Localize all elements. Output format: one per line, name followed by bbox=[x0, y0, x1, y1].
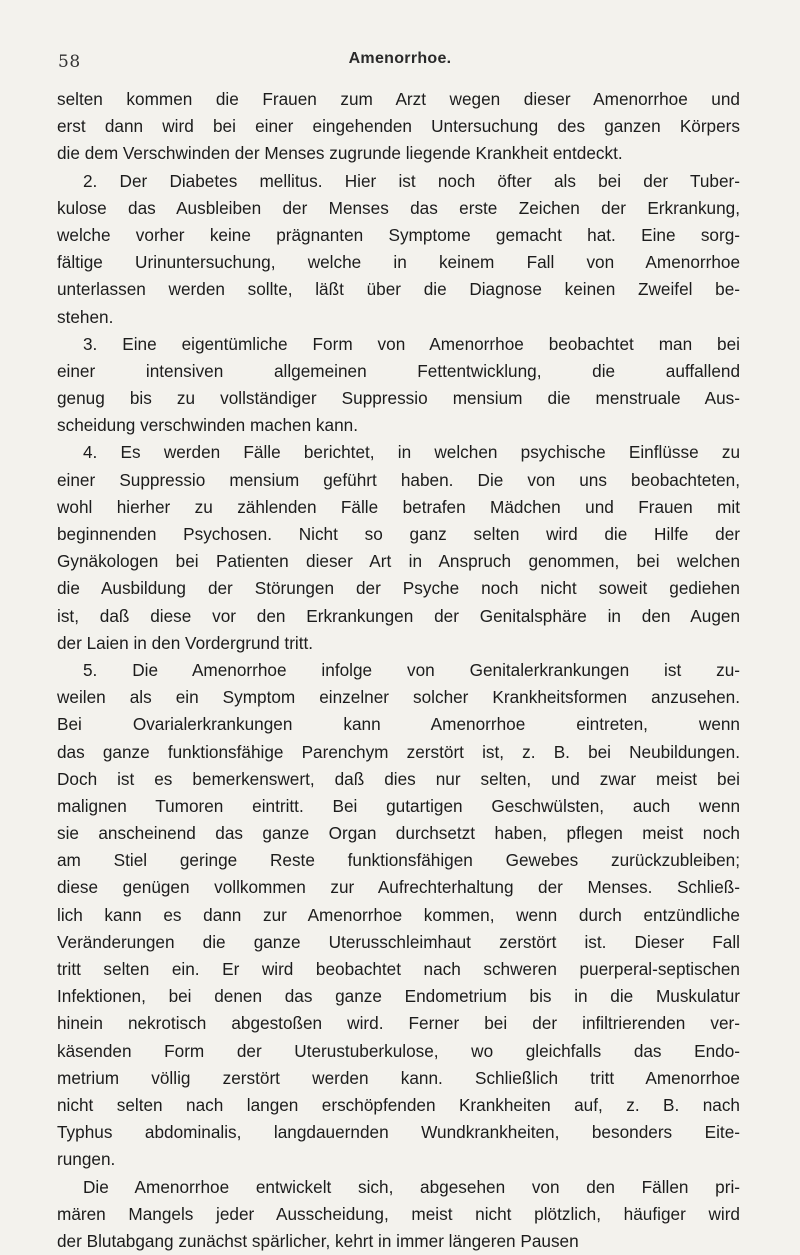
text-line: einer intensiven allgemeinen Fettentwicklung, die auffallend bbox=[57, 358, 740, 385]
text-line: erst dann wird bei einer eingehenden Untersuchung des ganzen Körpers bbox=[57, 113, 740, 140]
text-line: einer Suppressio mensium geführt haben. Die von uns beobachteten, bbox=[57, 467, 740, 494]
paragraph bbox=[57, 1174, 740, 1255]
text-line: lich kann es dann zur Amenorrhoe kommen, wenn durch entzündliche bbox=[57, 902, 740, 929]
text-line: selten kommen die Frauen zum Arzt wegen dieser Amenorrhoe und bbox=[57, 86, 740, 113]
text-line: genug bis zu vollständiger Suppressio mensium die menstruale Aus- bbox=[57, 385, 740, 412]
text-line: nicht selten nach langen erschöpfenden Krankheiten auf, z. B. nach bbox=[57, 1092, 740, 1119]
text-line: hinein nekrotisch abgestoßen wird. Ferner bei der infiltrierenden ver- bbox=[57, 1010, 740, 1037]
text-line: scheidung verschwinden machen kann. bbox=[57, 412, 740, 439]
text-line: tritt selten ein. Er wird beobachtet nach schweren puerperal-septischen bbox=[57, 956, 740, 983]
text-line: am Stiel geringe Reste funktionsfähigen Gewebes zurückzubleiben; bbox=[57, 847, 740, 874]
text-line: 5. Die Amenorrhoe infolge von Genitalerkrankungen ist zu- bbox=[57, 657, 740, 684]
text-line: Die Amenorrhoe entwickelt sich, abgesehen von den Fällen pri- bbox=[57, 1174, 740, 1201]
text-line: mären Mangels jeder Ausscheidung, meist nicht plötzlich, häufiger wird bbox=[57, 1201, 740, 1228]
text-line: diese genügen vollkommen zur Aufrechterhaltung der Menses. Schließ- bbox=[57, 874, 740, 901]
text-line: 3. Eine eigentümliche Form von Amenorrhoe beobachtet man bei bbox=[57, 331, 740, 358]
text-line: Veränderungen die ganze Uterusschleimhaut zerstört ist. Dieser Fall bbox=[57, 929, 740, 956]
text-line: ist, daß diese vor den Erkrankungen der Genitalsphäre in den Augen bbox=[57, 603, 740, 630]
text-line: Infektionen, bei denen das ganze Endometrium bis in die Muskulatur bbox=[57, 983, 740, 1010]
text-line: 2. Der Diabetes mellitus. Hier ist noch öfter als bei der Tuber- bbox=[57, 168, 740, 195]
text-line: wohl hierher zu zählenden Fälle betrafen Mädchen und Frauen mit bbox=[57, 494, 740, 521]
text-line: welche vorher keine prägnanten Symptome gemacht hat. Eine sorg- bbox=[57, 222, 740, 249]
paragraph bbox=[57, 657, 740, 1174]
text-line: malignen Tumoren eintritt. Bei gutartigen Geschwülsten, auch wenn bbox=[57, 793, 740, 820]
body-text bbox=[57, 86, 740, 1255]
running-head-title: Amenorrhoe. bbox=[0, 50, 800, 68]
text-line: das ganze funktionsfähige Parenchym zerstört ist, z. B. bei Neubildungen. bbox=[57, 739, 740, 766]
text-line: stehen. bbox=[57, 304, 740, 331]
paragraph bbox=[57, 168, 740, 331]
text-line: käsenden Form der Uterustuberkulose, wo gleichfalls das Endo- bbox=[57, 1038, 740, 1065]
text-line: sie anscheinend das ganze Organ durchsetzt haben, pflegen meist noch bbox=[57, 820, 740, 847]
text-line: beginnenden Psychosen. Nicht so ganz selten wird die Hilfe der bbox=[57, 521, 740, 548]
text-line: Bei Ovarialerkrankungen kann Amenorrhoe eintreten, wenn bbox=[57, 711, 740, 738]
page-number: 58 bbox=[58, 52, 81, 72]
text-line: Doch ist es bemerkenswert, daß dies nur selten, und zwar meist bei bbox=[57, 766, 740, 793]
text-line: der Laien in den Vordergrund tritt. bbox=[57, 630, 740, 657]
text-line: unterlassen werden sollte, läßt über die Diagnose keinen Zweifel be- bbox=[57, 276, 740, 303]
text-line: metrium völlig zerstört werden kann. Schließlich tritt Amenorrhoe bbox=[57, 1065, 740, 1092]
text-line: Typhus abdominalis, langdauernden Wundkrankheiten, besonders Eite- bbox=[57, 1119, 740, 1146]
paragraph bbox=[57, 439, 740, 657]
text-line: die Ausbildung der Störungen der Psyche noch nicht soweit gediehen bbox=[57, 575, 740, 602]
text-line: Gynäkologen bei Patienten dieser Art in Anspruch genommen, bei welchen bbox=[57, 548, 740, 575]
text-line: die dem Verschwinden der Menses zugrunde liegende Krankheit entdeckt. bbox=[57, 140, 740, 167]
text-line: weilen als ein Symptom einzelner solcher Krankheitsformen anzusehen. bbox=[57, 684, 740, 711]
paragraph bbox=[57, 331, 740, 440]
text-line: der Blutabgang zunächst spärlicher, kehrt in immer längeren Pausen bbox=[57, 1228, 740, 1255]
text-line: fältige Urinuntersuchung, welche in keinem Fall von Amenorrhoe bbox=[57, 249, 740, 276]
text-line: kulose das Ausbleiben der Menses das erste Zeichen der Erkrankung, bbox=[57, 195, 740, 222]
paragraph bbox=[57, 86, 740, 168]
text-line: 4. Es werden Fälle berichtet, in welchen psychische Einflüsse zu bbox=[57, 439, 740, 466]
text-line: rungen. bbox=[57, 1146, 740, 1173]
